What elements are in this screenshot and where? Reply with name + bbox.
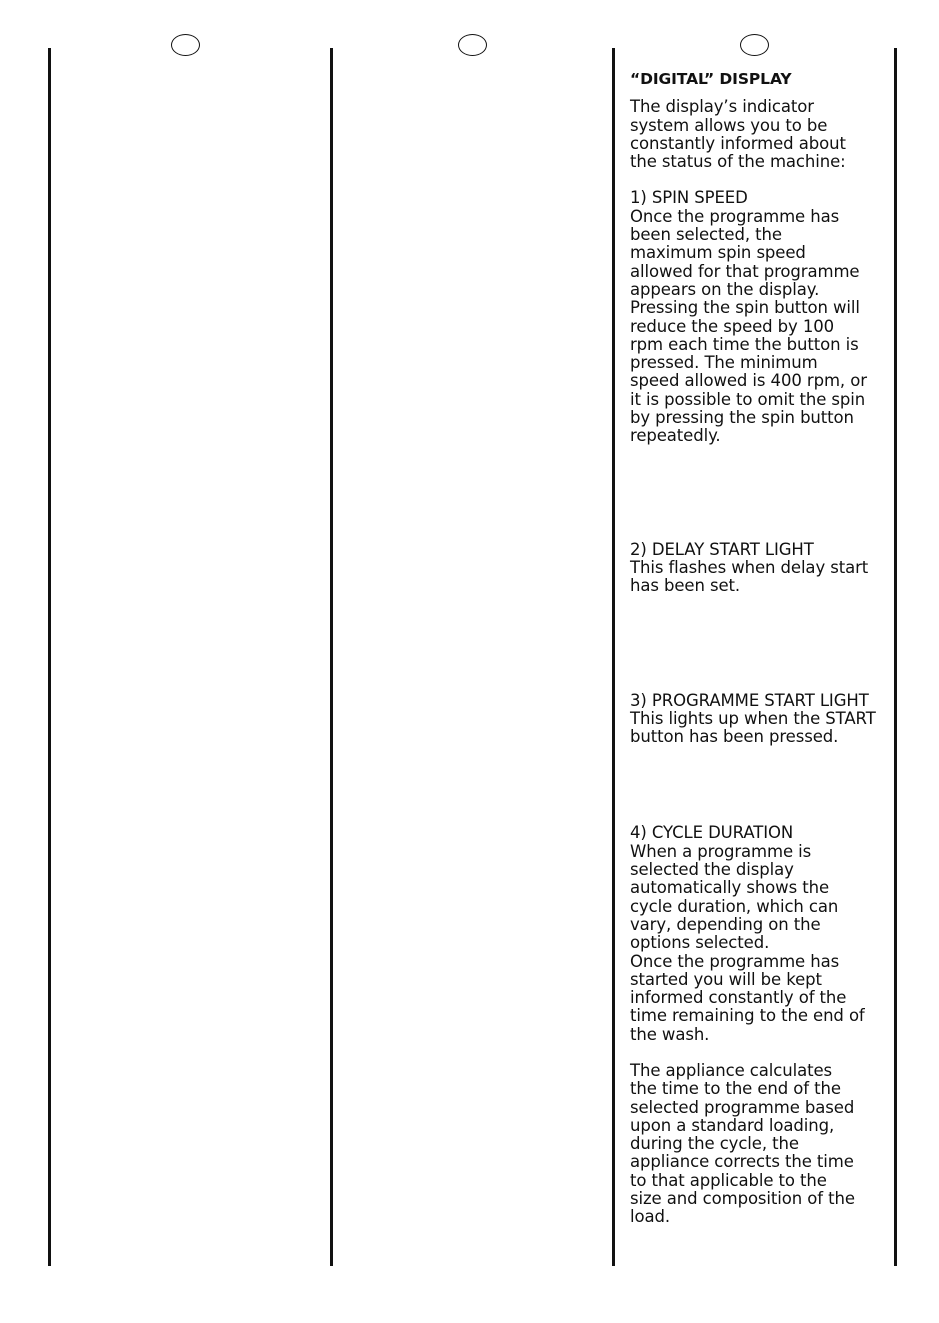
section-title: 1) SPIN SPEED [630, 188, 748, 208]
column-rule-outer [894, 48, 897, 1266]
section-body: This flashes when delay start has been set. [630, 557, 869, 596]
section-body: This lights up when the START button has been pressed. [630, 708, 876, 747]
column-2-empty [334, 60, 610, 1260]
section-cycle-duration [630, 824, 885, 1044]
column-rule-left [48, 48, 51, 1266]
section-title: 3) PROGRAMME START LIGHT [630, 690, 869, 710]
column-rule-middle [330, 48, 333, 1266]
page-heading: “DIGITAL” DISPLAY [630, 70, 792, 88]
section-delay-start-light [630, 541, 885, 596]
section-body: Once the programme has been selected, the maximum spin speed allowed for that programme appears on the display. Pressing the spin button will reduce the speed by 100 rpm each time the button is pressed. The minimum speed allowed is 400 rpm, or it is possible to omit the spin by pressing the spin button repeatedly. [630, 206, 867, 446]
section-body: When a programme is selected the display automatically shows the cycle duration, which can vary, depending on the options selected. Once the programme has started you will be kept informed constantly of the time remaining to the end of the wash. [630, 841, 865, 1044]
intro-paragraph: The display’s indicator system allows you to be constantly informed about the status of the machine: [630, 97, 846, 172]
section-title: 4) CYCLE DURATION [630, 823, 794, 843]
language-marker-column-2 [458, 34, 487, 56]
language-marker-column-3 [740, 34, 769, 56]
language-marker-column-1 [171, 34, 200, 56]
closing-paragraph: The appliance calculates the time to the end of the selected programme based upon a standard loading, during the cycle, the appliance corrects the time to that applicable to the size and composition of the load. [630, 1060, 855, 1227]
section-title: 2) DELAY START LIGHT [630, 539, 814, 559]
column-1-empty [52, 60, 328, 1260]
section-programme-start-light [630, 692, 885, 747]
english-column [630, 70, 885, 1227]
section-spin-speed [630, 189, 885, 445]
column-rule-right [612, 48, 615, 1266]
